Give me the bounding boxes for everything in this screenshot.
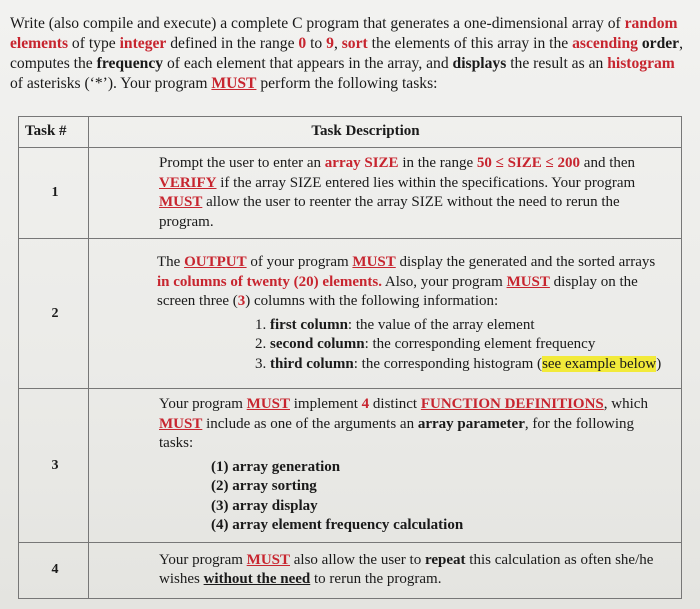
list-item: (3) array display xyxy=(211,497,318,514)
function-list xyxy=(211,458,671,536)
text: 2. xyxy=(255,336,270,352)
text: 3. xyxy=(255,355,270,372)
text: MUST xyxy=(159,415,203,432)
text: Prompt the user to enter an xyxy=(159,155,325,171)
list-item xyxy=(255,335,671,355)
intro-text: Write (also compile and execute) a complete C program that generates a one-dimensional array of xyxy=(10,15,625,32)
table-row xyxy=(19,239,682,389)
text: 3 xyxy=(237,293,246,309)
intro-text: defined in the range xyxy=(166,35,299,52)
intro-integer: integer xyxy=(119,35,167,52)
intro-text: perform the following tasks: xyxy=(256,75,438,92)
header-task-number: Task # xyxy=(19,117,89,148)
task-number: 3 xyxy=(19,389,89,543)
text: distinct xyxy=(369,396,421,412)
text: 1. xyxy=(255,316,270,333)
list-item xyxy=(255,316,671,336)
text: allow the user to reenter the array SIZE without the need to rerun the program. xyxy=(159,194,620,230)
table-header-row xyxy=(19,117,682,148)
text: implement xyxy=(290,396,362,412)
intro-text: the result as an xyxy=(506,55,608,72)
task-number: 1 xyxy=(19,148,89,239)
text: in the range xyxy=(398,155,477,171)
text: VERIFY xyxy=(159,174,217,191)
text: MUST xyxy=(246,396,290,412)
task-paragraph xyxy=(157,253,671,312)
task-description xyxy=(89,542,682,598)
intro-displays: displays xyxy=(452,55,507,72)
intro-text: of type xyxy=(68,35,120,52)
intro-text: of asterisks (‘*’). Your program xyxy=(10,75,212,92)
text: second column xyxy=(270,336,365,352)
text: ) columns with the following information: xyxy=(245,293,499,309)
text: array parameter xyxy=(417,415,525,432)
text: : the corresponding element frequency xyxy=(364,336,596,352)
table-row xyxy=(19,148,682,239)
task-number: 2 xyxy=(19,239,89,389)
text: MUST xyxy=(352,254,396,270)
column-list xyxy=(255,316,671,375)
list-item: (1) array generation xyxy=(211,458,341,475)
intro-order: order xyxy=(637,35,680,52)
intro-random-elements: random elements xyxy=(10,15,678,52)
intro-text: , computes the xyxy=(10,35,684,72)
task-description xyxy=(89,389,682,543)
text: Also, your program xyxy=(381,273,507,290)
text: this calculation as often she/he wishes xyxy=(159,551,654,587)
text: include as one of the arguments an xyxy=(202,415,418,432)
intro-ascending: ascending xyxy=(572,35,638,52)
intro-frequency: frequency xyxy=(96,55,164,72)
table-row xyxy=(19,389,682,543)
task-table xyxy=(18,116,682,599)
text: without the need xyxy=(203,571,311,587)
intro-paragraph xyxy=(10,14,690,94)
table-row xyxy=(19,542,682,598)
text: , which xyxy=(603,396,648,412)
text: 50 ≤ SIZE ≤ 200 xyxy=(476,155,581,171)
text: , for the following tasks: xyxy=(159,415,635,451)
text: MUST xyxy=(159,194,203,210)
text: 4 xyxy=(361,396,370,412)
header-task-description: Task Description xyxy=(89,117,682,148)
text: and then xyxy=(580,155,636,171)
task-number: 4 xyxy=(19,542,89,598)
text: display the generated and the sorted arrays xyxy=(395,254,656,270)
text: third column xyxy=(270,355,354,372)
highlighted-text: see example below xyxy=(542,355,657,372)
text: : the value of the array element xyxy=(347,316,535,333)
intro-histogram: histogram xyxy=(607,55,675,72)
text: to rerun the program. xyxy=(310,571,442,587)
list-item: (4) array element frequency calculation xyxy=(211,517,464,533)
intro-text: the elements of this array in the xyxy=(367,35,573,52)
text: also allow the user to xyxy=(290,551,425,568)
intro-text: , xyxy=(333,35,342,52)
intro-zero: 0 xyxy=(298,35,307,52)
text: of your program xyxy=(246,254,353,270)
text: MUST xyxy=(246,551,290,568)
intro-text: of each element that appears in the array, and xyxy=(163,55,453,72)
intro-must: MUST xyxy=(211,75,257,92)
text: Your program xyxy=(159,551,247,568)
text: The xyxy=(157,254,185,270)
text: MUST xyxy=(506,273,550,290)
text: : the corresponding histogram ( xyxy=(353,355,543,372)
text: FUNCTION DEFINITIONS xyxy=(420,396,604,412)
text: ) xyxy=(656,355,662,372)
task-paragraph xyxy=(159,395,671,454)
text: display on the screen three ( xyxy=(157,273,638,309)
text: first column xyxy=(270,316,348,333)
text: Your program xyxy=(159,396,247,412)
text: OUTPUT xyxy=(184,254,247,270)
intro-text: to xyxy=(306,35,327,52)
task-description xyxy=(89,148,682,239)
text: in columns of twenty (20) elements. xyxy=(157,273,382,290)
list-item xyxy=(255,355,671,375)
list-item: (2) array sorting xyxy=(211,478,317,494)
intro-sort: sort xyxy=(341,35,368,52)
task-description xyxy=(89,239,682,389)
text: repeat xyxy=(424,551,466,568)
text: if the array SIZE entered lies within the specifications. Your program xyxy=(216,174,636,191)
text: array SIZE xyxy=(324,155,399,171)
intro-nine: 9 xyxy=(326,35,334,52)
